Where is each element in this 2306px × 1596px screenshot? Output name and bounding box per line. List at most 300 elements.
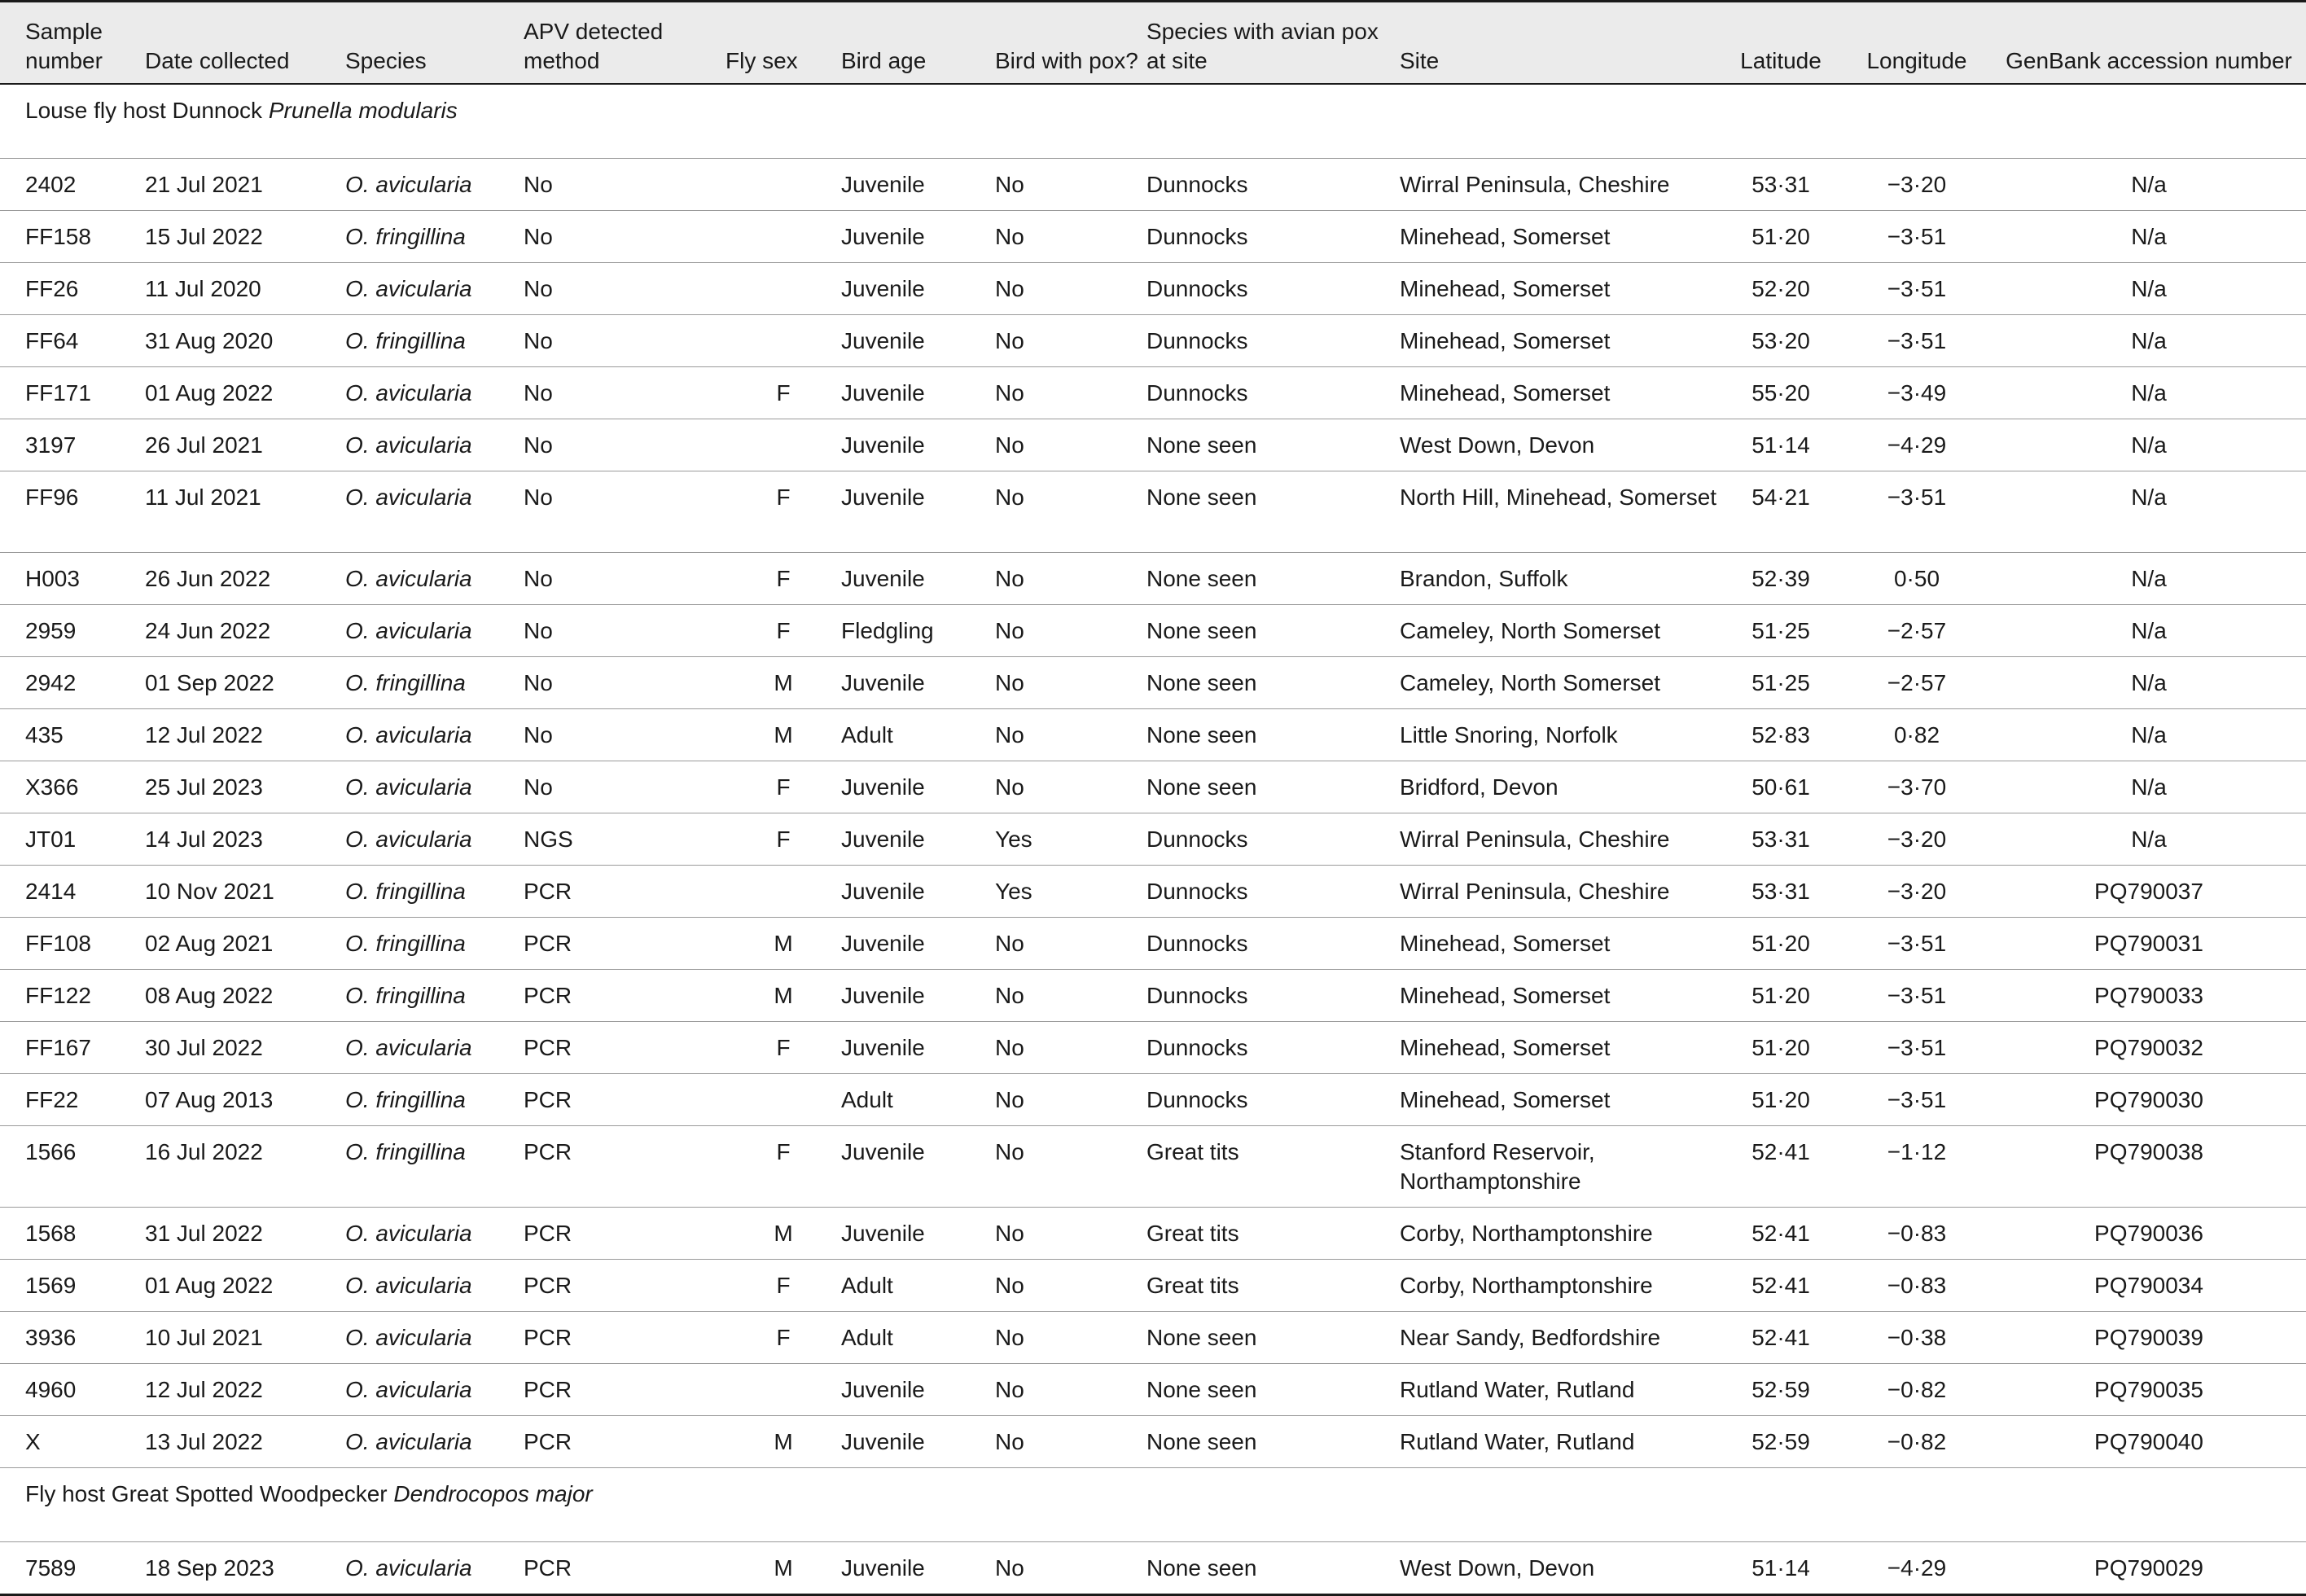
cell-fly-sex — [726, 210, 841, 262]
cell-date: 18 Sep 2023 — [145, 1541, 345, 1594]
cell-sample: 4960 — [0, 1363, 145, 1415]
cell-date: 07 Aug 2013 — [145, 1073, 345, 1125]
cell-apv: PCR — [524, 1125, 726, 1207]
cell-longitude: −3·49 — [1842, 366, 1992, 419]
cell-latitude: 51·20 — [1720, 917, 1842, 969]
table-row — [0, 1125, 2306, 1207]
cell-bird-pox: No — [995, 262, 1146, 314]
cell-site: Wirral Peninsula, Cheshire — [1400, 813, 1720, 865]
cell-date: 26 Jun 2022 — [145, 552, 345, 604]
cell-genbank: N/a — [1992, 210, 2306, 262]
cell-genbank: N/a — [1992, 366, 2306, 419]
cell-longitude: −0·83 — [1842, 1207, 1992, 1259]
cell-site: Minehead, Somerset — [1400, 262, 1720, 314]
cell-fly-sex: M — [726, 1541, 841, 1594]
cell-species-pox: None seen — [1146, 604, 1400, 656]
header-fly-sex: Fly sex — [726, 2, 841, 84]
cell-longitude: −3·51 — [1842, 969, 1992, 1021]
cell-bird-pox: No — [995, 1311, 1146, 1363]
table-row — [0, 419, 2306, 471]
cell-genbank: PQ790029 — [1992, 1541, 2306, 1594]
cell-longitude: −2·57 — [1842, 656, 1992, 708]
cell-site: Rutland Water, Rutland — [1400, 1363, 1720, 1415]
cell-sample: FF108 — [0, 917, 145, 969]
cell-site: Near Sandy, Bedfordshire — [1400, 1311, 1720, 1363]
header-bird-age: Bird age — [841, 2, 995, 84]
cell-bird-age: Juvenile — [841, 656, 995, 708]
cell-genbank: PQ790031 — [1992, 917, 2306, 969]
cell-apv: PCR — [524, 1259, 726, 1311]
cell-species: O. fringillina — [345, 865, 524, 917]
cell-sample: 1569 — [0, 1259, 145, 1311]
cell-species-pox: None seen — [1146, 1541, 1400, 1594]
cell-date: 16 Jul 2022 — [145, 1125, 345, 1207]
cell-fly-sex: M — [726, 1207, 841, 1259]
cell-sample: FF122 — [0, 969, 145, 1021]
table-row — [0, 366, 2306, 419]
cell-species: O. avicularia — [345, 1541, 524, 1594]
cell-longitude: −1·12 — [1842, 1125, 1992, 1207]
cell-bird-pox: No — [995, 419, 1146, 471]
cell-longitude: −3·51 — [1842, 210, 1992, 262]
cell-date: 10 Nov 2021 — [145, 865, 345, 917]
cell-species: O. avicularia — [345, 262, 524, 314]
table-body — [0, 84, 2306, 1595]
cell-species: O. avicularia — [345, 604, 524, 656]
cell-apv: PCR — [524, 1415, 726, 1467]
cell-longitude: −3·70 — [1842, 761, 1992, 813]
cell-latitude: 52·41 — [1720, 1311, 1842, 1363]
cell-longitude: −3·20 — [1842, 813, 1992, 865]
cell-fly-sex — [726, 865, 841, 917]
cell-bird-pox: No — [995, 1021, 1146, 1073]
cell-fly-sex — [726, 419, 841, 471]
cell-species: O. fringillina — [345, 656, 524, 708]
cell-species-pox: Dunnocks — [1146, 917, 1400, 969]
cell-longitude: −3·51 — [1842, 314, 1992, 366]
cell-latitude: 51·20 — [1720, 1021, 1842, 1073]
header-site: Site — [1400, 2, 1720, 84]
cell-longitude: −3·51 — [1842, 1073, 1992, 1125]
cell-fly-sex: F — [726, 761, 841, 813]
section-latin-name: Dendrocopos major — [393, 1480, 593, 1506]
table-row — [0, 969, 2306, 1021]
cell-sample: 1568 — [0, 1207, 145, 1259]
table-row — [0, 1541, 2306, 1594]
cell-bird-pox: No — [995, 1415, 1146, 1467]
cell-fly-sex — [726, 262, 841, 314]
cell-genbank: PQ790032 — [1992, 1021, 2306, 1073]
cell-genbank: N/a — [1992, 552, 2306, 604]
cell-date: 11 Jul 2020 — [145, 262, 345, 314]
header-latitude: Latitude — [1720, 2, 1842, 84]
cell-site: Corby, Northamptonshire — [1400, 1207, 1720, 1259]
cell-fly-sex: F — [726, 1021, 841, 1073]
cell-genbank: PQ790039 — [1992, 1311, 2306, 1363]
cell-bird-pox: No — [995, 761, 1146, 813]
cell-genbank: N/a — [1992, 708, 2306, 761]
cell-bird-age: Juvenile — [841, 917, 995, 969]
table-row — [0, 314, 2306, 366]
cell-sample: FF158 — [0, 210, 145, 262]
cell-site: West Down, Devon — [1400, 1541, 1720, 1594]
cell-latitude: 53·31 — [1720, 158, 1842, 210]
cell-latitude: 53·20 — [1720, 314, 1842, 366]
cell-bird-age: Juvenile — [841, 865, 995, 917]
cell-bird-age: Adult — [841, 1073, 995, 1125]
cell-genbank: PQ790038 — [1992, 1125, 2306, 1207]
cell-species-pox: Dunnocks — [1146, 1021, 1400, 1073]
cell-bird-age: Juvenile — [841, 552, 995, 604]
cell-fly-sex: M — [726, 708, 841, 761]
cell-apv: No — [524, 552, 726, 604]
cell-longitude: 0·82 — [1842, 708, 1992, 761]
section-row — [0, 84, 2306, 159]
cell-species: O. avicularia — [345, 1207, 524, 1259]
cell-site: North Hill, Minehead, Somerset — [1400, 471, 1720, 552]
cell-species-pox: Great tits — [1146, 1125, 1400, 1207]
cell-bird-age: Juvenile — [841, 813, 995, 865]
cell-species: O. avicularia — [345, 419, 524, 471]
cell-bird-pox: Yes — [995, 865, 1146, 917]
cell-site: Corby, Northamptonshire — [1400, 1259, 1720, 1311]
cell-sample: 2942 — [0, 656, 145, 708]
cell-genbank: N/a — [1992, 656, 2306, 708]
cell-species: O. avicularia — [345, 366, 524, 419]
cell-site: Little Snoring, Norfolk — [1400, 708, 1720, 761]
cell-site: Cameley, North Somerset — [1400, 656, 1720, 708]
cell-apv: PCR — [524, 865, 726, 917]
cell-bird-pox: No — [995, 917, 1146, 969]
cell-bird-age: Juvenile — [841, 1363, 995, 1415]
cell-latitude: 51·20 — [1720, 969, 1842, 1021]
cell-bird-pox: No — [995, 1073, 1146, 1125]
cell-species-pox: Dunnocks — [1146, 865, 1400, 917]
cell-genbank: PQ790036 — [1992, 1207, 2306, 1259]
cell-site: Brandon, Suffolk — [1400, 552, 1720, 604]
cell-date: 21 Jul 2021 — [145, 158, 345, 210]
cell-species-pox: Dunnocks — [1146, 314, 1400, 366]
header-sample: Sample number — [0, 2, 145, 84]
table-row — [0, 917, 2306, 969]
cell-site: Stanford Reservoir, Northamptonshire — [1400, 1125, 1720, 1207]
cell-species-pox: Dunnocks — [1146, 262, 1400, 314]
table-row — [0, 471, 2306, 552]
cell-bird-pox: No — [995, 708, 1146, 761]
cell-site: Minehead, Somerset — [1400, 366, 1720, 419]
cell-latitude: 53·31 — [1720, 865, 1842, 917]
table-row — [0, 552, 2306, 604]
cell-species-pox: None seen — [1146, 1311, 1400, 1363]
cell-fly-sex: F — [726, 813, 841, 865]
cell-fly-sex: M — [726, 969, 841, 1021]
cell-longitude: −3·51 — [1842, 471, 1992, 552]
cell-fly-sex — [726, 1363, 841, 1415]
cell-bird-pox: No — [995, 210, 1146, 262]
table-row — [0, 1363, 2306, 1415]
cell-date: 12 Jul 2022 — [145, 708, 345, 761]
cell-species: O. avicularia — [345, 552, 524, 604]
cell-latitude: 55·20 — [1720, 366, 1842, 419]
cell-bird-age: Juvenile — [841, 1415, 995, 1467]
cell-species: O. fringillina — [345, 969, 524, 1021]
header-longitude: Longitude — [1842, 2, 1992, 84]
cell-date: 25 Jul 2023 — [145, 761, 345, 813]
cell-latitude: 53·31 — [1720, 813, 1842, 865]
header-species: Species — [345, 2, 524, 84]
cell-site: Wirral Peninsula, Cheshire — [1400, 865, 1720, 917]
cell-species: O. avicularia — [345, 1259, 524, 1311]
cell-date: 13 Jul 2022 — [145, 1415, 345, 1467]
cell-date: 01 Aug 2022 — [145, 366, 345, 419]
cell-site: Minehead, Somerset — [1400, 1073, 1720, 1125]
cell-longitude: −4·29 — [1842, 1541, 1992, 1594]
cell-site: Minehead, Somerset — [1400, 210, 1720, 262]
cell-apv: No — [524, 604, 726, 656]
cell-date: 01 Aug 2022 — [145, 1259, 345, 1311]
cell-sample: FF96 — [0, 471, 145, 552]
cell-longitude: −0·38 — [1842, 1311, 1992, 1363]
cell-genbank: PQ790030 — [1992, 1073, 2306, 1125]
cell-latitude: 51·20 — [1720, 210, 1842, 262]
cell-bird-age: Adult — [841, 1259, 995, 1311]
table-header — [0, 2, 2306, 84]
cell-bird-age: Juvenile — [841, 158, 995, 210]
table-row — [0, 865, 2306, 917]
cell-latitude: 52·41 — [1720, 1259, 1842, 1311]
cell-site: Minehead, Somerset — [1400, 969, 1720, 1021]
cell-latitude: 52·41 — [1720, 1125, 1842, 1207]
cell-species-pox: None seen — [1146, 656, 1400, 708]
cell-date: 02 Aug 2021 — [145, 917, 345, 969]
cell-fly-sex — [726, 1073, 841, 1125]
section-row — [0, 1467, 2306, 1541]
table-row — [0, 604, 2306, 656]
cell-species-pox: None seen — [1146, 471, 1400, 552]
cell-bird-age: Juvenile — [841, 969, 995, 1021]
cell-fly-sex: M — [726, 1415, 841, 1467]
cell-species-pox: None seen — [1146, 708, 1400, 761]
cell-species: O. avicularia — [345, 1415, 524, 1467]
cell-apv: No — [524, 708, 726, 761]
cell-site: Cameley, North Somerset — [1400, 604, 1720, 656]
cell-date: 08 Aug 2022 — [145, 969, 345, 1021]
cell-apv: No — [524, 314, 726, 366]
cell-latitude: 52·41 — [1720, 1207, 1842, 1259]
cell-apv: PCR — [524, 917, 726, 969]
header-genbank: GenBank accession number — [1992, 2, 2306, 84]
cell-latitude: 50·61 — [1720, 761, 1842, 813]
cell-latitude: 52·20 — [1720, 262, 1842, 314]
cell-genbank: PQ790037 — [1992, 865, 2306, 917]
cell-genbank: N/a — [1992, 314, 2306, 366]
cell-longitude: −3·51 — [1842, 917, 1992, 969]
cell-genbank: PQ790034 — [1992, 1259, 2306, 1311]
cell-longitude: −3·20 — [1842, 865, 1992, 917]
cell-latitude: 51·25 — [1720, 656, 1842, 708]
cell-sample: H003 — [0, 552, 145, 604]
cell-sample: FF22 — [0, 1073, 145, 1125]
cell-species: O. avicularia — [345, 471, 524, 552]
cell-sample: 2402 — [0, 158, 145, 210]
cell-bird-pox: No — [995, 604, 1146, 656]
cell-bird-pox: No — [995, 158, 1146, 210]
cell-species-pox: Dunnocks — [1146, 158, 1400, 210]
cell-species: O. fringillina — [345, 1073, 524, 1125]
cell-site: Bridford, Devon — [1400, 761, 1720, 813]
cell-species-pox: None seen — [1146, 419, 1400, 471]
cell-fly-sex — [726, 158, 841, 210]
table-row — [0, 708, 2306, 761]
section-prefix: Louse fly host Dunnock — [25, 97, 269, 123]
cell-apv: PCR — [524, 1021, 726, 1073]
cell-species: O. avicularia — [345, 158, 524, 210]
cell-bird-age: Juvenile — [841, 761, 995, 813]
table-row — [0, 210, 2306, 262]
cell-bird-pox: No — [995, 969, 1146, 1021]
cell-species: O. avicularia — [345, 708, 524, 761]
table-row — [0, 262, 2306, 314]
cell-apv: PCR — [524, 1311, 726, 1363]
cell-genbank: N/a — [1992, 262, 2306, 314]
cell-bird-age: Juvenile — [841, 314, 995, 366]
cell-sample: 7589 — [0, 1541, 145, 1594]
cell-fly-sex: F — [726, 366, 841, 419]
cell-sample: 2959 — [0, 604, 145, 656]
cell-apv: PCR — [524, 1363, 726, 1415]
cell-latitude: 52·83 — [1720, 708, 1842, 761]
cell-apv: PCR — [524, 969, 726, 1021]
cell-apv: No — [524, 419, 726, 471]
cell-species-pox: Dunnocks — [1146, 366, 1400, 419]
section-label — [0, 84, 2306, 159]
cell-species-pox: Dunnocks — [1146, 210, 1400, 262]
cell-apv: No — [524, 656, 726, 708]
cell-species-pox: Dunnocks — [1146, 813, 1400, 865]
cell-sample: 435 — [0, 708, 145, 761]
cell-sample: FF167 — [0, 1021, 145, 1073]
cell-site: Rutland Water, Rutland — [1400, 1415, 1720, 1467]
cell-species-pox: None seen — [1146, 552, 1400, 604]
cell-species-pox: Great tits — [1146, 1259, 1400, 1311]
table-row — [0, 158, 2306, 210]
cell-fly-sex: M — [726, 656, 841, 708]
cell-apv: PCR — [524, 1073, 726, 1125]
cell-bird-age: Adult — [841, 708, 995, 761]
cell-longitude: −0·82 — [1842, 1363, 1992, 1415]
cell-site: Minehead, Somerset — [1400, 917, 1720, 969]
section-latin-name: Prunella modularis — [268, 97, 458, 123]
cell-longitude: −3·51 — [1842, 1021, 1992, 1073]
cell-species: O. avicularia — [345, 761, 524, 813]
cell-apv: No — [524, 761, 726, 813]
cell-fly-sex: F — [726, 1259, 841, 1311]
cell-date: 31 Jul 2022 — [145, 1207, 345, 1259]
cell-fly-sex: F — [726, 1125, 841, 1207]
header-date: Date collected — [145, 2, 345, 84]
table-row — [0, 813, 2306, 865]
cell-bird-pox: No — [995, 471, 1146, 552]
cell-sample: X366 — [0, 761, 145, 813]
cell-bird-age: Juvenile — [841, 262, 995, 314]
header-bird-pox: Bird with pox? — [995, 2, 1146, 84]
cell-date: 26 Jul 2021 — [145, 419, 345, 471]
cell-bird-pox: No — [995, 1207, 1146, 1259]
cell-species: O. avicularia — [345, 813, 524, 865]
cell-genbank: N/a — [1992, 813, 2306, 865]
cell-bird-pox: No — [995, 314, 1146, 366]
cell-bird-age: Juvenile — [841, 1021, 995, 1073]
cell-sample: 2414 — [0, 865, 145, 917]
cell-species: O. avicularia — [345, 1021, 524, 1073]
cell-species: O. fringillina — [345, 1125, 524, 1207]
cell-longitude: 0·50 — [1842, 552, 1992, 604]
cell-genbank: N/a — [1992, 761, 2306, 813]
cell-date: 11 Jul 2021 — [145, 471, 345, 552]
cell-apv: PCR — [524, 1207, 726, 1259]
header-row — [0, 2, 2306, 84]
cell-bird-age: Juvenile — [841, 471, 995, 552]
cell-sample: 1566 — [0, 1125, 145, 1207]
cell-longitude: −3·51 — [1842, 262, 1992, 314]
section-label — [0, 1467, 2306, 1541]
header-species-pox: Species with avian pox at site — [1146, 2, 1400, 84]
cell-species: O. fringillina — [345, 314, 524, 366]
cell-apv: No — [524, 158, 726, 210]
cell-apv: No — [524, 471, 726, 552]
cell-genbank: PQ790035 — [1992, 1363, 2306, 1415]
cell-date: 10 Jul 2021 — [145, 1311, 345, 1363]
cell-bird-pox: No — [995, 1541, 1146, 1594]
cell-sample: FF171 — [0, 366, 145, 419]
cell-latitude: 52·59 — [1720, 1363, 1842, 1415]
cell-genbank: N/a — [1992, 604, 2306, 656]
cell-bird-age: Juvenile — [841, 1125, 995, 1207]
cell-sample: 3197 — [0, 419, 145, 471]
cell-sample: 3936 — [0, 1311, 145, 1363]
cell-species: O. fringillina — [345, 917, 524, 969]
cell-site: West Down, Devon — [1400, 419, 1720, 471]
cell-bird-age: Juvenile — [841, 419, 995, 471]
cell-species-pox: None seen — [1146, 1415, 1400, 1467]
cell-date: 01 Sep 2022 — [145, 656, 345, 708]
cell-bird-age: Juvenile — [841, 366, 995, 419]
cell-bird-age: Fledgling — [841, 604, 995, 656]
cell-fly-sex: F — [726, 552, 841, 604]
cell-sample: X — [0, 1415, 145, 1467]
cell-bird-age: Juvenile — [841, 1207, 995, 1259]
cell-apv: PCR — [524, 1541, 726, 1594]
cell-genbank: N/a — [1992, 158, 2306, 210]
cell-latitude: 51·25 — [1720, 604, 1842, 656]
cell-species: O. avicularia — [345, 1311, 524, 1363]
table-row — [0, 1207, 2306, 1259]
cell-genbank: N/a — [1992, 471, 2306, 552]
cell-sample: JT01 — [0, 813, 145, 865]
cell-longitude: −4·29 — [1842, 419, 1992, 471]
cell-species-pox: Dunnocks — [1146, 1073, 1400, 1125]
cell-date: 31 Aug 2020 — [145, 314, 345, 366]
cell-latitude: 51·20 — [1720, 1073, 1842, 1125]
cell-site: Wirral Peninsula, Cheshire — [1400, 158, 1720, 210]
table-row — [0, 656, 2306, 708]
cell-sample: FF26 — [0, 262, 145, 314]
cell-latitude: 52·59 — [1720, 1415, 1842, 1467]
cell-date: 12 Jul 2022 — [145, 1363, 345, 1415]
cell-site: Minehead, Somerset — [1400, 1021, 1720, 1073]
cell-latitude: 54·21 — [1720, 471, 1842, 552]
cell-fly-sex: F — [726, 471, 841, 552]
